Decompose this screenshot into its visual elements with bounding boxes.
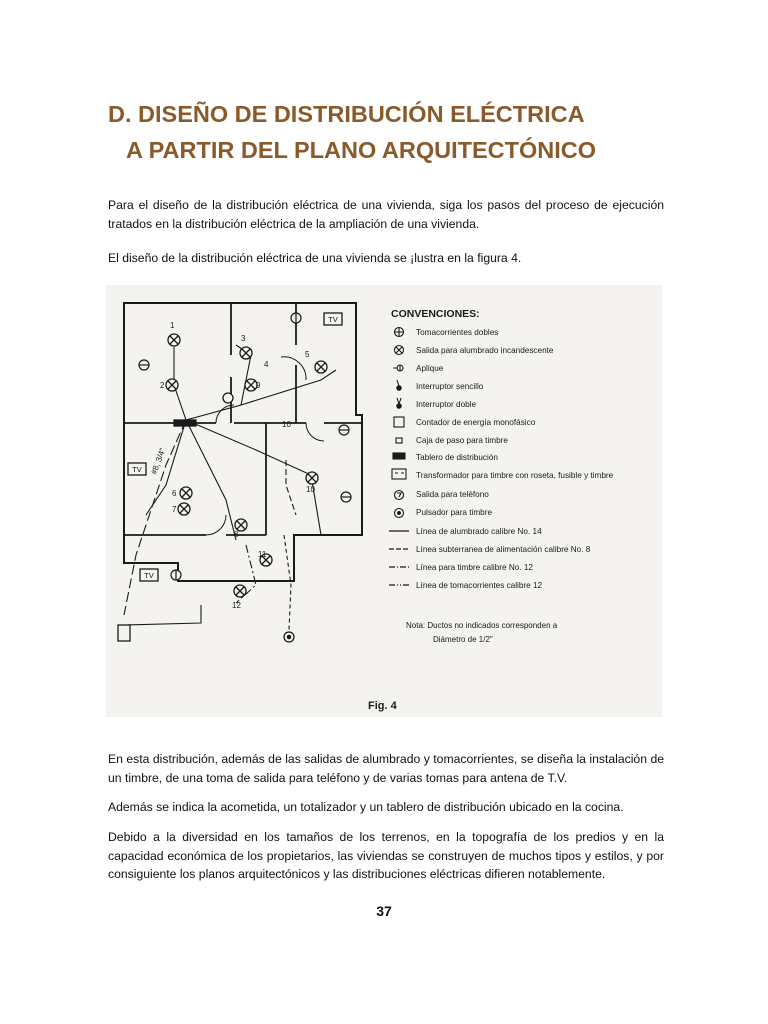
circuit-label-4: 4 — [264, 360, 269, 369]
page-heading — [108, 96, 596, 168]
circuit-label-2: 2 — [160, 381, 165, 390]
paragraph-intro: Para el diseño de la distribución eléctrica de una vivienda, siga los pasos del proceso de ejecución tratados en la distribución eléctrica de la ampliación de una vivienda. — [108, 198, 664, 231]
plan-light-outlets — [166, 334, 327, 597]
circuit-label-12: 12 — [232, 601, 241, 610]
figure-caption: Fig. 4 — [368, 700, 397, 712]
receptacle-icon — [139, 360, 149, 370]
receptacle-icon — [395, 328, 404, 337]
light-outlet-icon — [178, 503, 190, 515]
plan-door-swing-1 — [281, 357, 306, 380]
plan-energy-meter — [118, 625, 130, 641]
paragraph-figure-reference: El diseño de la distribución eléctrica de una vivienda se ¡lustra en la figura 4. — [108, 251, 522, 265]
heading-line-2: A PARTIR DEL PLANO ARQUITECTÓNICO — [126, 137, 596, 163]
legend-item: Transformador para timbre con roseta, fusible y timbre — [416, 471, 614, 480]
receptacle-icon — [341, 492, 351, 502]
circuit-label-6: 6 — [172, 489, 177, 498]
plan-outer-walls — [124, 303, 362, 581]
bell-transformer-icon — [392, 469, 406, 479]
legend-item: Línea para timbre calibre No. 12 — [416, 563, 533, 572]
circuit-label-5: 5 — [305, 350, 310, 359]
legend-item: Línea subterranea de alimentación calibre No. 8 — [416, 545, 591, 554]
legend-item: Salida para teléfono — [416, 490, 489, 499]
electrical-plan-diagram — [106, 285, 662, 717]
paragraph-acometida: Además se indica la acometida, un totalizador y un tablero de distribución ubicado en la cocina. — [108, 800, 624, 814]
legend-note-line-2: Diámetro de 1/2" — [433, 635, 493, 644]
doorbell-button-icon — [395, 509, 404, 518]
legend-item: Caja de paso para timbre — [416, 436, 508, 445]
light-outlet-icon — [168, 334, 180, 346]
circuit-label-8: 8 — [234, 530, 239, 539]
legend-item: Tablero de distribución — [416, 453, 498, 462]
receptacle-icon — [339, 425, 349, 435]
circuit-label-10: 10 — [282, 420, 291, 429]
double-switch-icon — [397, 398, 401, 408]
receptacle-icon — [291, 313, 301, 323]
plan-wiring — [124, 345, 336, 630]
plan-label-tv: TV — [328, 315, 338, 324]
legend-item: Tomacorrientes dobles — [416, 328, 499, 337]
legend-item: Línea de alumbrado calibre No. 14 — [416, 527, 542, 536]
energy-meter-icon — [394, 417, 404, 427]
plan-door-swing-3 — [306, 423, 324, 441]
legend-item: Aplique — [416, 364, 444, 373]
circuit-label-7: 7 — [172, 505, 177, 514]
circuit-label-3: 3 — [241, 334, 246, 343]
paragraph-diversity: Debido a la diversidad en los tamaños de los terrenos, en la topografía de los predios y en la capacidad económica de los propietarios, las viviendas se construyen de muchos tipos y estilos, y por consiguiente los planos arquitectónicos y las distribuciones eléctricas difieren notablemente. — [108, 830, 664, 881]
single-switch-icon — [397, 380, 401, 390]
bell-junction-box-icon — [396, 438, 402, 443]
plan-door-swing-4 — [206, 515, 226, 535]
plan-distribution-panel — [174, 420, 196, 426]
page-number: 37 — [376, 903, 392, 919]
light-outlet-icon — [166, 379, 178, 391]
receptacle-icon — [171, 570, 181, 580]
light-outlet-icon — [240, 347, 252, 359]
legend-item: Interruptor sencillo — [416, 382, 484, 391]
legend-title: CONVENCIONES: — [391, 308, 480, 320]
light-outlet-icon — [180, 487, 192, 499]
legend-note-line-1: Nota: Ductos no indicados corresponden a — [406, 621, 558, 630]
plan-phone-outlet — [223, 393, 233, 403]
feeder-label: #8, 3/4" — [149, 446, 168, 476]
legend-item: Pulsador para timbre — [416, 508, 492, 517]
light-outlet-icon — [306, 472, 318, 484]
circuit-label-9: 9 — [256, 381, 261, 390]
circuit-label-11: 11 — [258, 550, 267, 559]
light-outlet-icon — [234, 585, 246, 597]
legend-item: Interruptor doble — [416, 400, 477, 409]
legend-item: Línea de tomacorrientes calibre 12 — [416, 581, 543, 590]
light-outlet-icon — [395, 346, 404, 355]
figure-4 — [106, 285, 662, 717]
distribution-panel-icon — [393, 453, 405, 459]
paragraph-installation: En esta distribución, además de las salidas de alumbrado y tomacorrientes, se diseña la instalación de un timbre, de una toma de salida para teléfono y de varias tomas para antena de T.V. — [108, 752, 664, 785]
phone-outlet-icon — [395, 491, 404, 500]
plan-label-tv: TV — [132, 465, 142, 474]
circuit-label-10b: 10 — [306, 485, 315, 494]
wall-light-icon — [393, 365, 403, 371]
light-outlet-icon — [315, 361, 327, 373]
heading-line-1: D. DISEÑO DE DISTRIBUCIÓN ELÉCTRICA — [108, 101, 585, 127]
plan-label-tv: TV — [144, 571, 154, 580]
legend-item: Contador de energía monofásico — [416, 418, 536, 427]
circuit-label-1: 1 — [170, 321, 175, 330]
legend-item: Salida para alumbrado incandescente — [416, 346, 554, 355]
legend — [389, 308, 614, 644]
